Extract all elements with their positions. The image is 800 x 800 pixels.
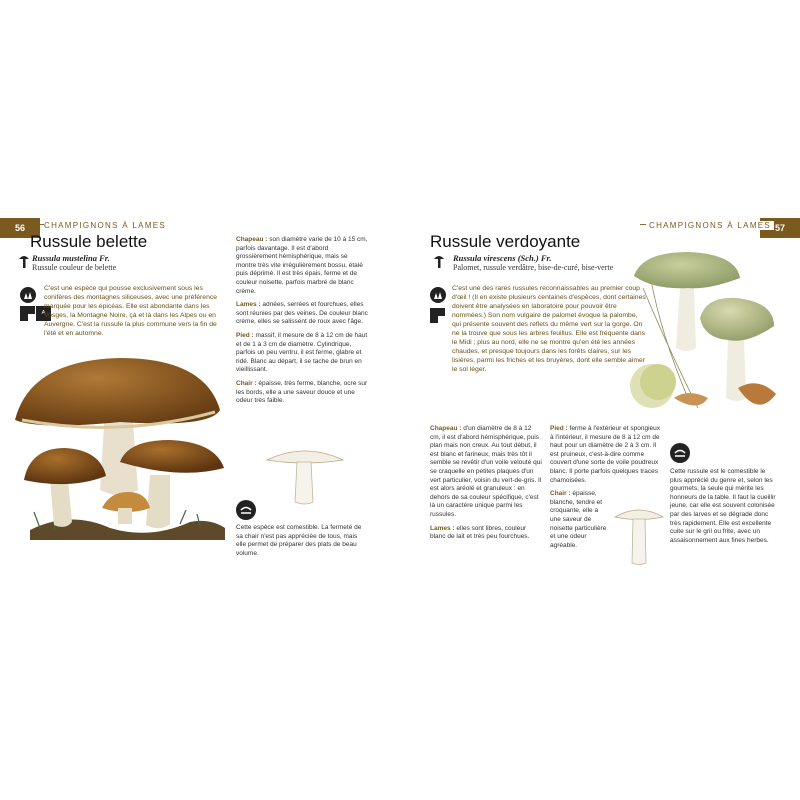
edibility-note-left: Cette espèce est comestible. La fermeté de sa chair n'est pas appréciée de tous, mais elle permet de préparer des plats de beau volume. (236, 524, 362, 557)
latin-name-right: Russula virescens (Sch.) Fr. (453, 253, 552, 263)
chair-text-right: épaisse, blanche, tendre et croquante, elle a une saveur de noisette particulière et une odeur agréable. (550, 490, 607, 549)
cap-section-drawing-right (613, 505, 665, 567)
pied-label-right: Pied : (550, 425, 568, 432)
chair-label-right: Chair : (550, 490, 571, 498)
lames-text-left: adnées, serrées et fourchues, elles sont réunies par des veines. De couleur blanc crème, elles se salissent de roux avec l'âge. (236, 301, 368, 326)
chapeau-label-left: Chapeau : (236, 236, 268, 243)
russula-virescens-illustration (628, 248, 778, 423)
species-title-left: Russule belette (30, 232, 148, 251)
common-name-left: Russule couleur de belette (32, 263, 117, 272)
cap-section-drawing-left (265, 446, 345, 508)
forest-habitat-icon-right (430, 287, 446, 303)
lames-label-right: Lames : (430, 524, 455, 532)
chair-text-left: épaisse, très ferme, blanche, ocre sur les bords, elle a une saveur douce et une odeur très faible. (236, 379, 368, 405)
russula-mustelina-illustration (10, 350, 235, 550)
chapeau-text-right: d'un diamètre de 8 à 12 cm, il est d'abord hémisphérique, puis plan mais non creux. Au tout début, il est blanc et farineux, mais très tôt il semble se revêtir d'un voile velouté qui se craquelle en petites plaques d'un vert particulier, voisin du vert-de-gris. Il est alors aréolé et granuleux : en dehors de sa couleur spécifique, c'est là un caractère unique parmi les russules. (430, 425, 542, 518)
chapeau-label-right: Chapeau : (430, 425, 462, 432)
page-number-left: 56 (0, 218, 40, 238)
pied-label-left: Pied : (236, 331, 254, 339)
chapeau-text-left: son diamètre varie de 10 à 15 cm, parfois davantage. Il est d'abord grossièrement hémisphérique, mais se montre très vite irrégulièrement bossu, étalé puis déprimé. Il est très épais, ferme et de couleur noisette, parfois marbré de blanc crème. (236, 236, 368, 295)
intro-text-left: C'est une espèce qui pousse exclusivement sous les conifères des montagnes siliceuses, avec une préférence marquée pour les épicéas. Elle est abondante dans les Vosges, la Montagne Noire, çà et là dans les Alpes ou en Auvergne. C'est la russule la plus commune vers la fin de l'été et en automne. (44, 285, 218, 337)
intro-text-right: C'est une des rares russules reconnaissables au premier coup d'œil ! (Il en existe plusieurs centaines d'espèces, dont certaines doivent être analysées en laboratoire pour pouvoir être nommées.) Son nom vulgaire de palomet évoque la palombe, qui présente souvent des reflets du même vert sur la gorge. On ne la trouve que sous les arbres feuillus. Elle est fréquente dans le Midi ; plus au nord, elle ne se montre qu'en été les années chaudes, et presque toujours dans les forêts claires, sur les lisières, parmi les friches et les bruyères, dont elle semble aimer le sol léger. (452, 285, 646, 373)
edible-icon-right (670, 443, 690, 463)
common-name-right: Palomet, russule verdâtre, bise-de-curé, bise-verte (453, 263, 614, 272)
page-number-right: 57 (760, 218, 800, 238)
season-divider (28, 314, 36, 322)
lames-text-right: elles sont libres, couleur blanc de lait et très peu fourchues. (430, 524, 530, 541)
species-title-right: Russule verdoyante (430, 232, 581, 251)
season-ae-icon: A (36, 306, 51, 321)
forest-habitat-icon (20, 287, 36, 303)
edible-icon-left (236, 500, 256, 520)
mushroom-silhouette-icon-right (433, 253, 445, 269)
edibility-note-right: Cette russule est le comestible le plus apprécié du genre et, selon les gourmets, la seule qui mérite les honneurs de la table. Il faut la cueillir jeune, car elle est souvent colonisée par des larves et se dégrade donc très rapidement. Elle est excellente cuite sur le gril ou frite, avec un assaisonnement aux fines herbes. (670, 468, 776, 544)
pied-text-right: ferme à l'extérieur et spongieux à l'intérieur, il mesure de 8 à 12 cm de haut pour un diamètre de 2 à 3 cm. Il est pruineux, c'est-à-dire comme couvert d'une sorte de voile poudreux blanc. Il porte parfois quelques traces chamoisées. (550, 425, 660, 484)
season-divider-right (438, 316, 446, 324)
section-title-right: CHAMPIGNONS À LAMES (646, 221, 774, 230)
description-column-left (236, 236, 368, 411)
mushroom-silhouette-icon (18, 253, 30, 269)
latin-name-left: Russula mustelina Fr. (32, 253, 110, 263)
section-title-left: CHAMPIGNONS À LAMES (44, 221, 170, 230)
lames-label-left: Lames : (236, 301, 261, 309)
chair-label-left: Chair : (236, 379, 257, 387)
pied-text-left: massif, il mesure de 8 à 12 cm de haut et de 1 à 3 cm de diamètre. Cylindrique, parfois un peu ventru, il est ferme, glabre et ridé. Blanc au départ, il se tache de brun en vieillissant. (236, 331, 368, 374)
description-column-right-a (430, 425, 542, 547)
